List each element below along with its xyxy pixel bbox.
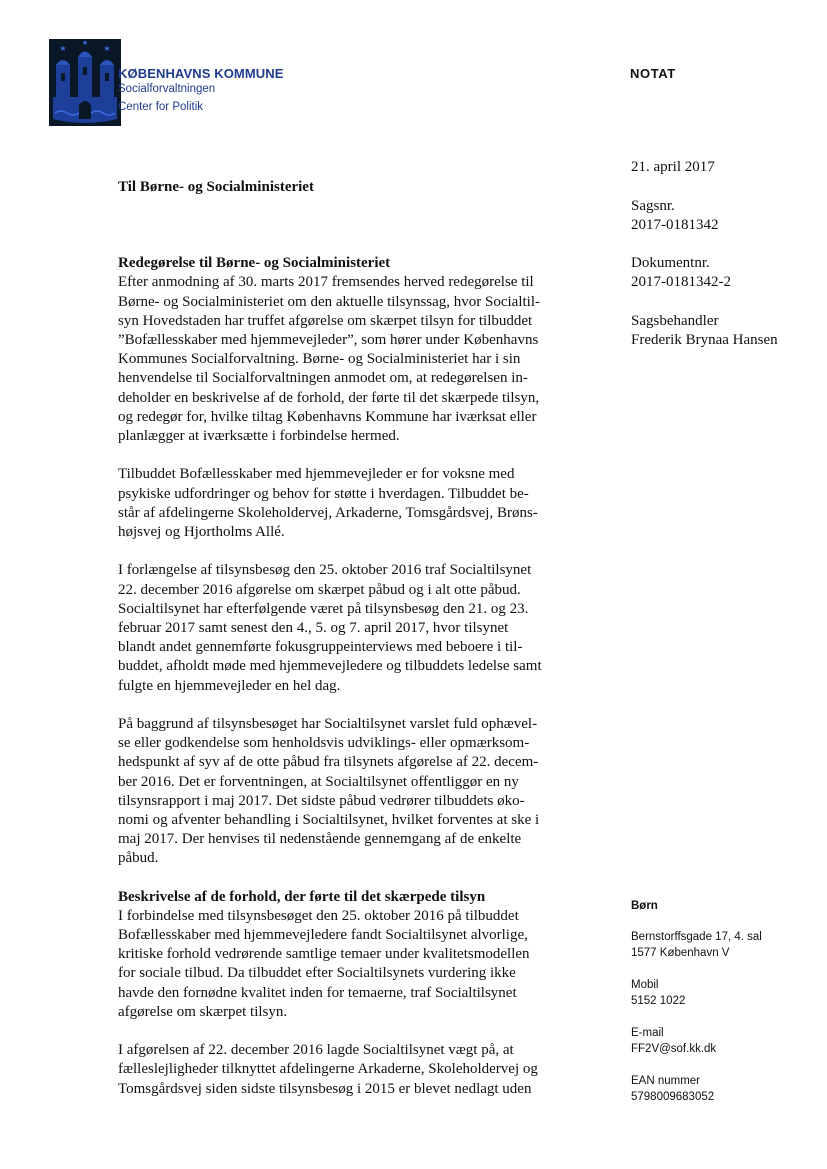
- svg-text:★: ★: [103, 44, 111, 53]
- paragraph: [118, 273, 596, 446]
- contact-address: [631, 929, 762, 961]
- document-type-label: NOTAT: [630, 66, 676, 81]
- text-line: Socialtilsynet har efterfølgende været på tilsynsbesøg den 21. og 23.: [118, 600, 529, 617]
- document-number: [631, 254, 731, 292]
- text-line: Tomsgårdsvej siden sidste tilsynsbesøg i 2015 er blevet nedlagt uden: [118, 1080, 532, 1097]
- text-line: påbud.: [118, 850, 159, 867]
- text-line: Efter anmodning af 30. marts 2017 fremsendes herved redegørelse til: [118, 274, 534, 291]
- document-number-value: 2017-0181342-2: [631, 274, 731, 290]
- text-line: kritiske forhold vedrørende samtlige temaer under kvalitetsmodellen: [118, 946, 530, 963]
- email-label: E-mail: [631, 1027, 664, 1039]
- text-line: I afgørelsen af 22. december 2016 lagde Socialtilsynet vægt på, at: [118, 1042, 514, 1059]
- org-name: KØBENHAVNS KOMMUNE: [118, 66, 284, 81]
- mobile-label: Mobil: [631, 979, 659, 991]
- text-line: tilsynsrapport i maj 2017. Det sidste påbud vedrører tilbuddets øko-: [118, 792, 525, 809]
- text-line: maj 2017. Der henvises til nedenstående gennemgang af de enkelte: [118, 831, 522, 848]
- org-center: Center for Politik: [118, 101, 204, 113]
- text-line: havde den fornødne kvalitet inden for temaerne, traf Socialtilsynet: [118, 984, 517, 1001]
- contact-ean: [631, 1073, 714, 1105]
- case-number-label: Sagsnr.: [631, 198, 675, 214]
- text-line: højsvej og Hjortholms Allé.: [118, 524, 285, 541]
- text-line: blandt andet gennemførte fokusgruppeinterviews med beboere i til-: [118, 639, 523, 656]
- ean-label: EAN nummer: [631, 1075, 701, 1087]
- text-line: 22. december 2016 afgørelse om skærpet påbud og i alt otte påbud.: [118, 581, 521, 598]
- svg-text:★: ★: [81, 39, 89, 47]
- case-handler-label: Sagsbehandler: [631, 313, 719, 329]
- contact-mobile: [631, 977, 685, 1009]
- paragraph: [118, 907, 596, 1022]
- ean-value: 5798009683052: [631, 1091, 715, 1103]
- copenhagen-coat-of-arms-icon: [49, 39, 121, 126]
- text-line: deholder en beskrivelse af de forhold, der førte til det skærpede tilsyn,: [118, 389, 540, 406]
- text-line: afgørelse om skærpet tilsyn.: [118, 1003, 288, 1020]
- text-line: I forlængelse af tilsynsbesøg den 25. oktober 2016 traf Socialtilsynet: [118, 562, 532, 579]
- text-line: februar 2017 samt senest den 4., 5. og 7. april 2017, hvor tilsynet: [118, 620, 509, 637]
- section-title-redegoerelse: Redegørelse til Børne- og Socialministeriet: [118, 255, 391, 272]
- text-line: planlægger at iværksætte i forbindelse hermed.: [118, 428, 400, 445]
- text-line: hedspunkt af syv af de otte påbud fra tilsynets afgørelse af 22. decem-: [118, 754, 539, 771]
- document-body: [118, 178, 596, 1099]
- text-line: Bofællesskaber med hjemmevejledere fandt Socialtilsynet alvorlige,: [118, 927, 528, 944]
- text-line: I forbindelse med tilsynsbesøget den 25. oktober 2016 på tilbuddet: [118, 907, 519, 924]
- contact-email: [631, 1025, 716, 1057]
- case-number-value: 2017-0181342: [631, 217, 719, 233]
- text-line: Børne- og Socialministeriet om den aktuelle tilsynssag, hvor Socialtil-: [118, 293, 541, 310]
- text-line: Kommunes Socialforvaltning. Børne- og Socialministeriet har i sin: [118, 351, 521, 368]
- text-line: se eller godkendelse som henholdsvis udviklings- eller opmærksom-: [118, 735, 530, 752]
- text-line: fulgte en hjemmevejleder en hel dag.: [118, 677, 341, 694]
- document-date: 21. april 2017: [631, 159, 715, 175]
- text-line: Tilbuddet Bofællesskaber med hjemmevejleder er for voksne med: [118, 466, 515, 483]
- text-line: På baggrund af tilsynsbesøget har Socialtilsynet varslet fuld ophævel-: [118, 716, 538, 733]
- text-line: fælleslejligheder tilknyttet afdelingerne Arkaderne, Skoleholdervej og: [118, 1061, 538, 1078]
- paragraph: [118, 715, 596, 869]
- svg-text:★: ★: [59, 44, 67, 53]
- mobile-value: 5152 1022: [631, 995, 686, 1007]
- case-handler-value: Frederik Brynaa Hansen: [631, 332, 778, 348]
- case-number: [631, 197, 719, 235]
- address-line-2: 1577 København V: [631, 947, 730, 959]
- text-line: syn Hovedstaden har truffet afgørelse om skærpet tilsyn for tilbuddet: [118, 312, 533, 329]
- email-value[interactable]: FF2V@sof.kk.dk: [631, 1043, 717, 1055]
- text-line: henvendelse til Socialforvaltningen anmodet om, at redegørelsen in-: [118, 370, 528, 387]
- text-line: buddet, afholdt møde med hjemmevejledere og tilbuddets ledelse samt: [118, 658, 542, 675]
- paragraph: [118, 465, 596, 542]
- org-department: Socialforvaltningen: [118, 83, 216, 95]
- case-handler: [631, 312, 778, 350]
- paragraph: [118, 1041, 596, 1099]
- text-line: ”Bofællesskaber med hjemmevejleder”, som hører under Københavns: [118, 332, 539, 349]
- paragraph: [118, 561, 596, 695]
- text-line: ber 2016. Det er forventningen, at Socialtilsynet offentliggør en ny: [118, 773, 519, 790]
- text-line: for sociale tilbud. Da tilbuddet efter Socialtilsynets vurdering ikke: [118, 965, 516, 982]
- text-line: nomi og afventer behandling i Socialtilsynet, hvilket forventes at ske i: [118, 812, 540, 829]
- document-number-label: Dokumentnr.: [631, 255, 710, 271]
- text-line: står af afdelingerne Skoleholdervej, Arkaderne, Tomsgårdsvej, Brøns-: [118, 504, 538, 521]
- text-line: og redegør for, hvilke tiltag Københavns Kommune har iværksat eller: [118, 408, 537, 425]
- contact-department: Børn: [631, 900, 658, 912]
- address-line-1: Bernstorffsgade 17, 4. sal: [631, 931, 762, 943]
- text-line: psykiske udfordringer og behov for støtte i hverdagen. Tilbuddet be-: [118, 485, 529, 502]
- section-title-beskrivelse: Beskrivelse af de forhold, der førte til det skærpede tilsyn: [118, 888, 486, 905]
- recipient-heading: Til Børne- og Socialministeriet: [118, 179, 314, 195]
